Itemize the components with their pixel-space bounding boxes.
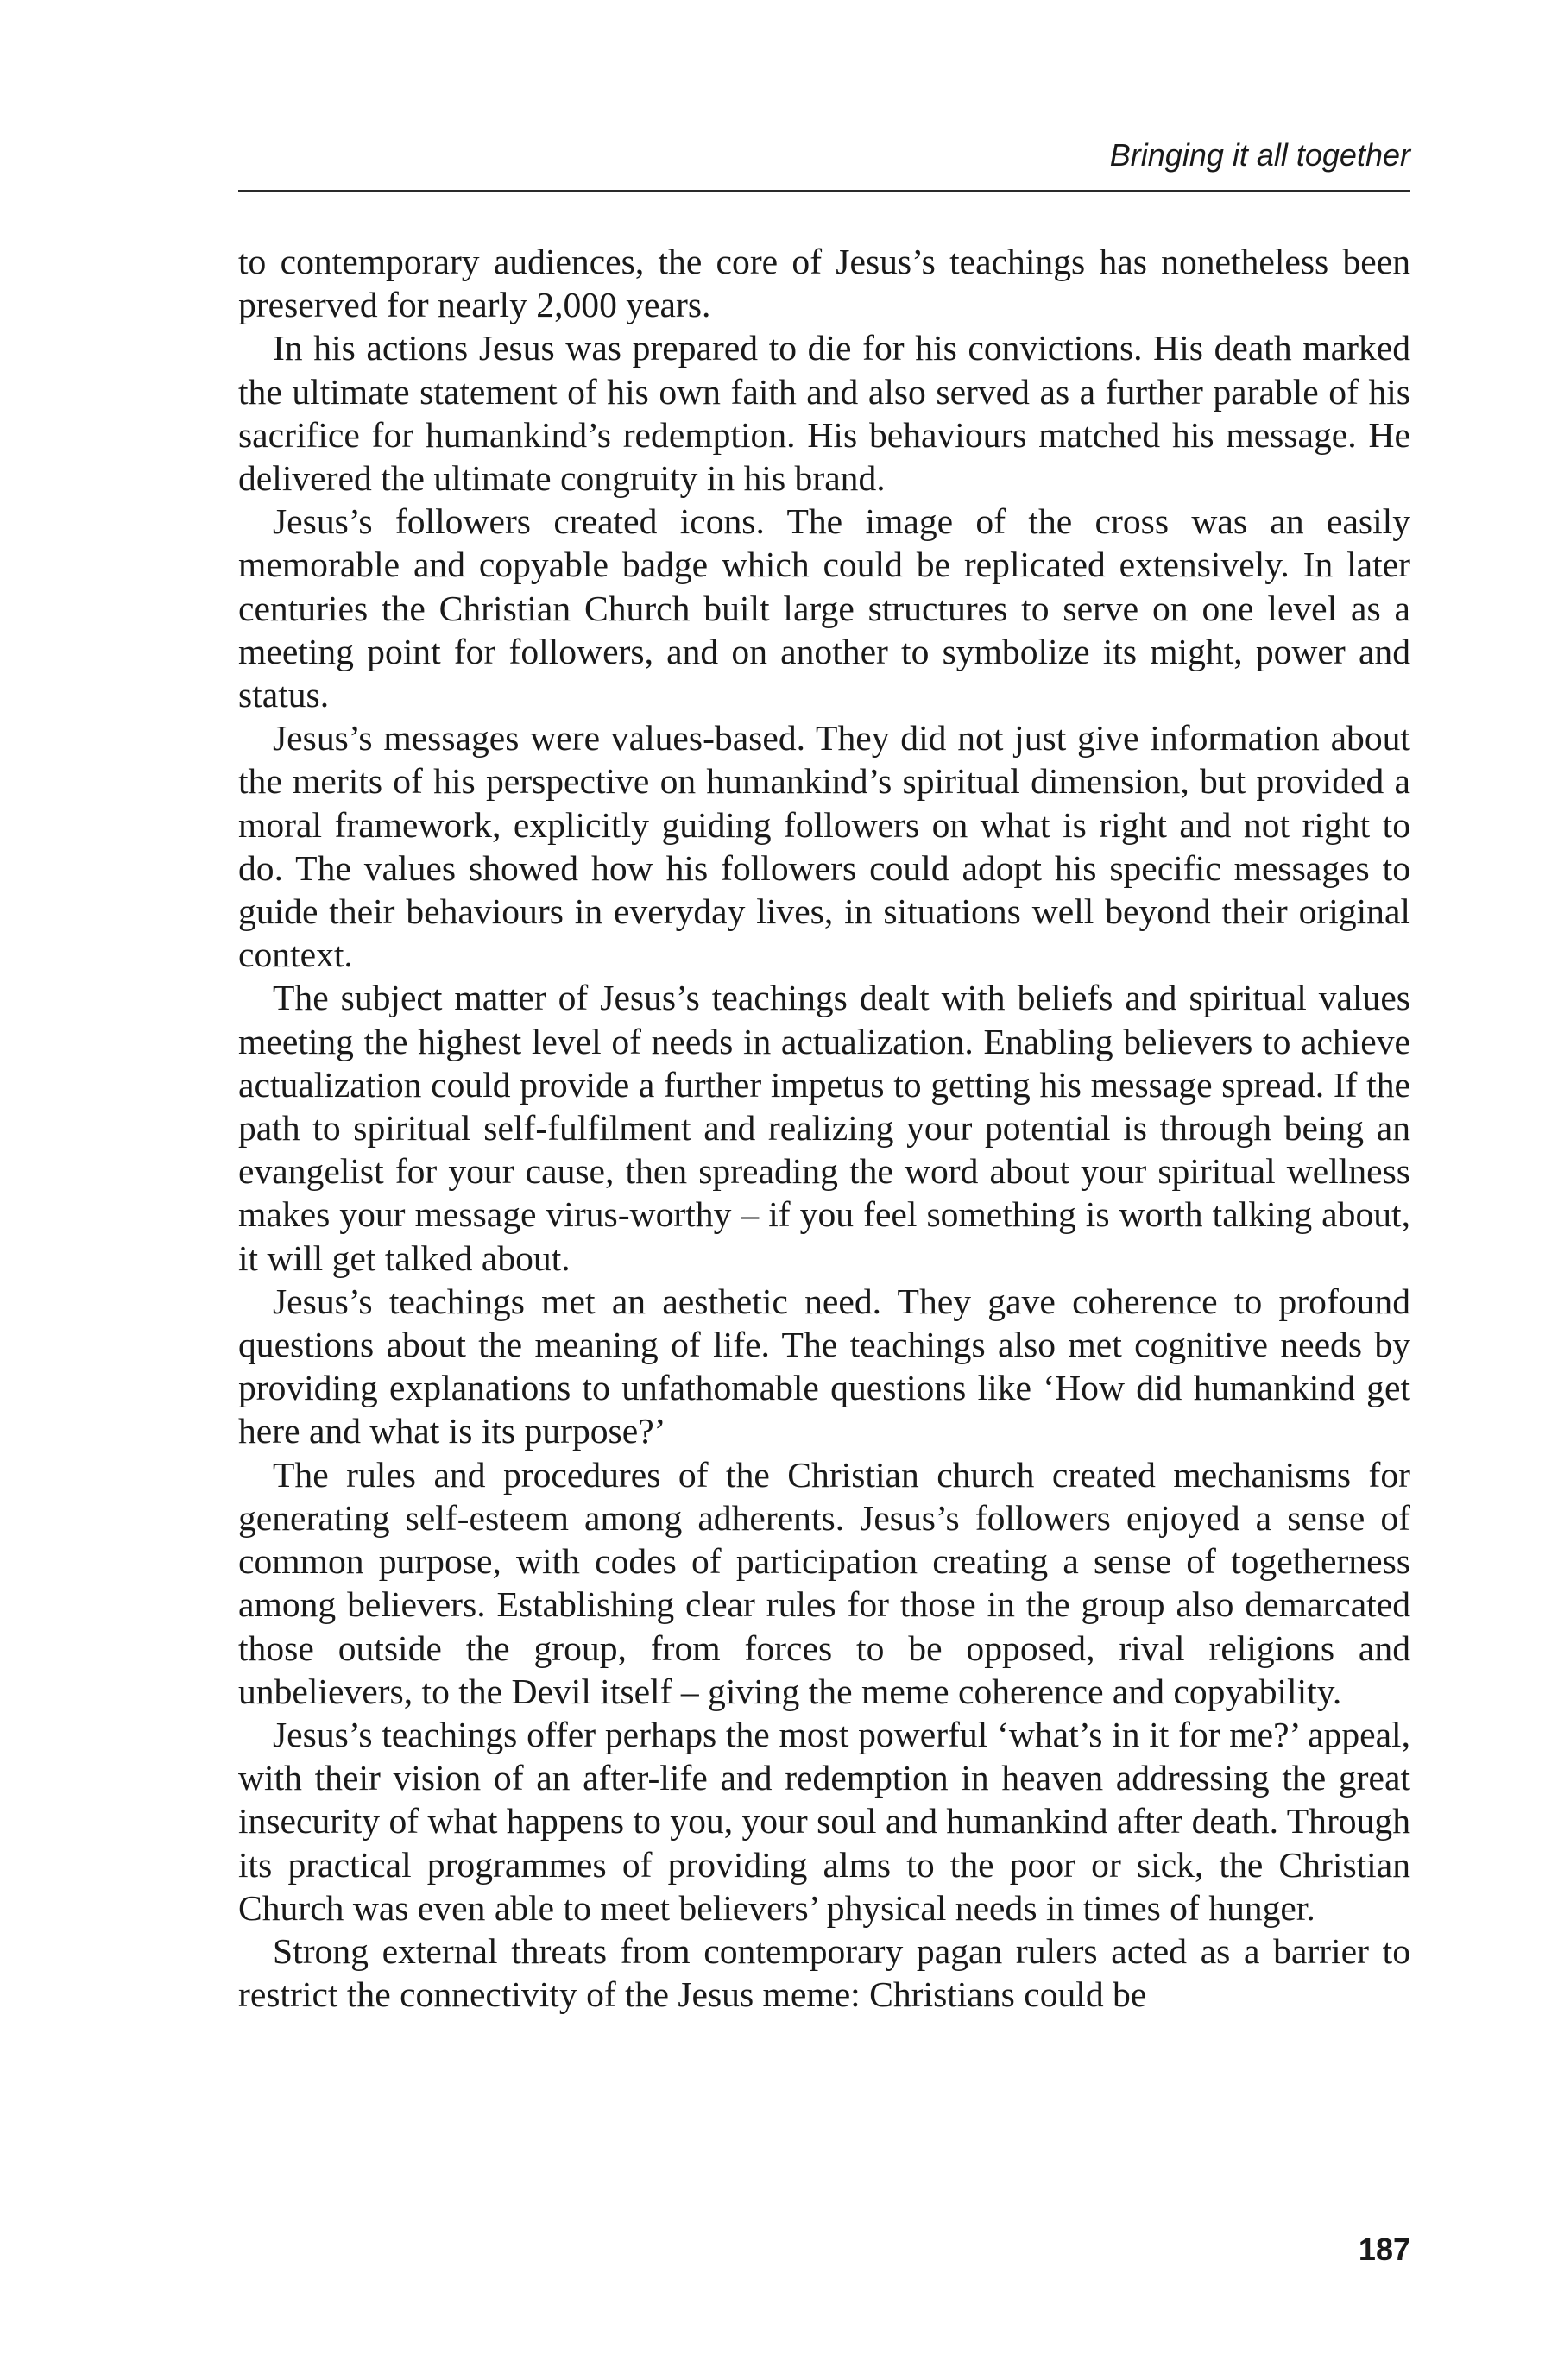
paragraph: Jesus’s followers created icons. The image of the cross was an easily memorable and copyable badge which could be replicated extensively. In later centuries the Christian Church built large structures to serve on one level as a meeting point for followers, and on another to symbolize its might, power and status.	[238, 501, 1410, 715]
paragraph: The rules and procedures of the Christian church created mechanisms for generating self-esteem among adherents. Jesus’s followers enjoyed a sense of common purpose, with codes of participation creating a sense of togetherness among believers. Establishing clear rules for those in the group also demarcated those outside the group, from forces to be opposed, rival religions and unbelievers, to the Devil itself – giving the meme coherence and copyability.	[238, 1454, 1410, 1711]
page-number: 187	[1358, 2232, 1410, 2267]
paragraph: Jesus’s teachings met an aesthetic need. They gave coherence to profound questions about the meaning of life. The teachings also met cognitive needs by providing explanations to unfathomable questions like ‘How did humankind get here and what is its purpose?’	[238, 1281, 1410, 1451]
paragraph: to contemporary audiences, the core of Jesus’s teachings has nonetheless been preserved for nearly 2,000 years.	[238, 242, 1410, 325]
running-header	[238, 129, 1410, 192]
paragraph: Strong external threats from contemporary pagan rulers acted as a barrier to restrict the connectivity of the Jesus meme: Christians could be	[238, 1930, 1410, 2015]
paragraph: In his actions Jesus was prepared to die for his convictions. His death marked the ultimate statement of his own faith and also served as a further parable of his sacrifice for humankind’s redemption. His behaviours matched his message. He delivered the ultimate congruity in his brand.	[238, 328, 1410, 499]
body-text	[238, 240, 1410, 2016]
paragraph: The subject matter of Jesus’s teachings dealt with beliefs and spiritual values meeting the highest level of needs in actualization. Enabling believers to achieve actualization could provide a further impetus to getting his message spread. If the path to spiritual self-fulfilment and realizing your potential is through being an evangelist for your cause, then spreading the word about your spiritual wellness makes your message virus-worthy – if you feel something is worth talking about, it will get talked about.	[238, 978, 1410, 1278]
running-title: Bringing it all together	[1109, 137, 1410, 173]
paragraph: Jesus’s teachings offer perhaps the most powerful ‘what’s in it for me?’ appeal, with their vision of an after-life and redemption in heaven addressing the great insecurity of what happens to you, your soul and humankind after death. Through its practical programmes of providing alms to the poor or sick, the Christian Church was even able to meet believers’ physical needs in times of hunger.	[238, 1714, 1410, 1928]
paragraph: Jesus’s messages were values-based. They did not just give information about the merits of his perspective on humankind’s spiritual dimension, but provided a moral framework, explicitly guiding followers on what is right and not right to do. The values showed how his followers could adopt his specific messages to guide their behaviours in everyday lives, in situations well beyond their original context.	[238, 718, 1410, 975]
